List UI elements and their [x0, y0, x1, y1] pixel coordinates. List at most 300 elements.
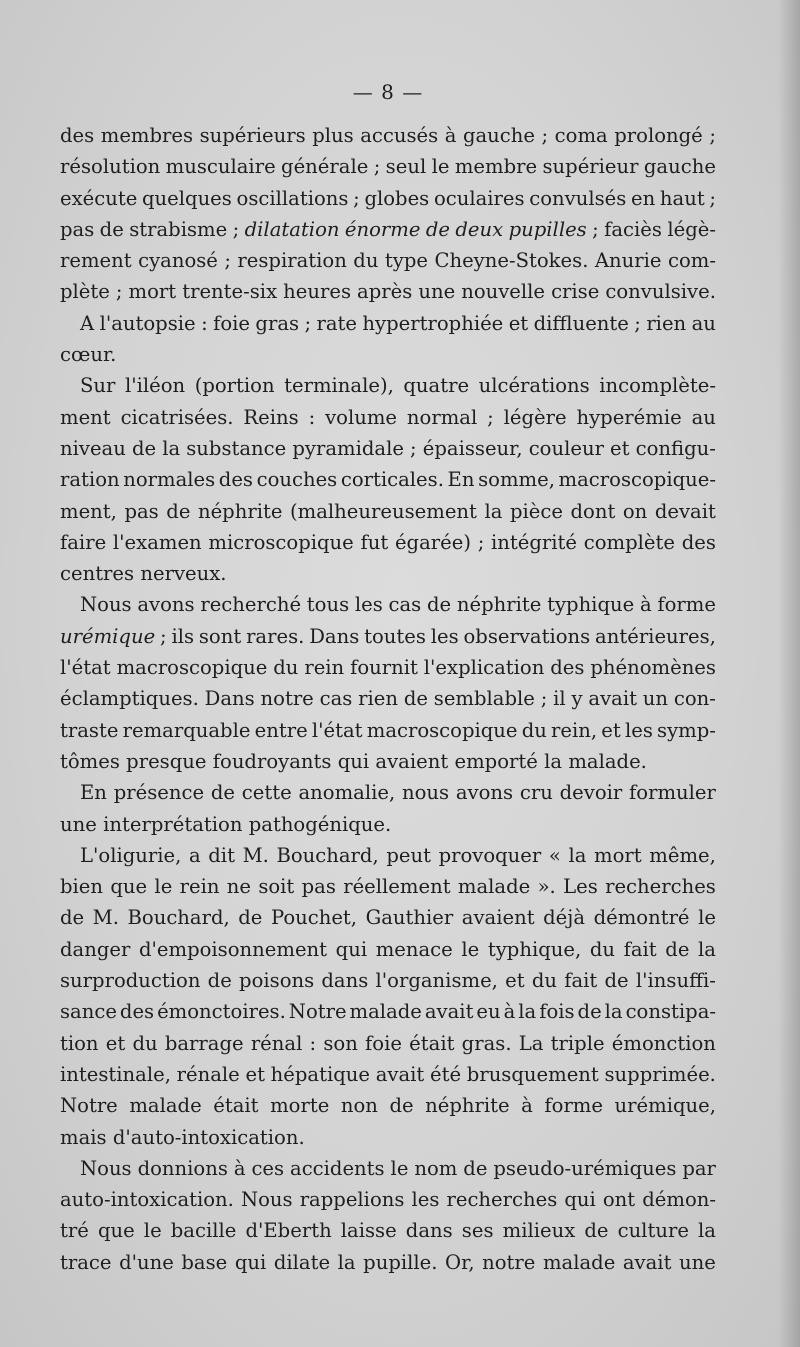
- word: devait: [654, 499, 716, 523]
- word: rein: [304, 656, 345, 680]
- word: ces: [251, 1156, 285, 1180]
- text-line: [60, 683, 716, 714]
- word: néphrite: [456, 593, 542, 617]
- word: ;: [115, 280, 123, 304]
- word: bacille: [170, 1219, 237, 1243]
- word: macroscopique: [116, 656, 268, 680]
- word: sont: [198, 624, 242, 648]
- text-line: [60, 1215, 716, 1246]
- word: pupille.: [363, 1250, 438, 1274]
- word: rénal: [250, 1031, 303, 1055]
- word: oculaires: [433, 186, 525, 210]
- word: forme: [544, 1094, 603, 1118]
- word: du: [132, 1031, 158, 1055]
- word: réellement: [343, 875, 451, 899]
- word: Anurie: [594, 249, 662, 273]
- word: d'une: [119, 1250, 174, 1274]
- word: trente-six: [182, 280, 278, 304]
- word: égarée): [394, 530, 471, 554]
- word: prolongé: [614, 124, 703, 147]
- word: membres: [100, 124, 194, 147]
- word: dilate: [273, 1250, 331, 1274]
- word: les: [624, 718, 653, 742]
- word: avaient: [461, 906, 535, 930]
- text-line: [60, 996, 716, 1027]
- word: centres: [60, 562, 135, 586]
- word: à: [503, 1000, 516, 1024]
- word: le: [698, 906, 716, 930]
- word: rénale: [176, 1062, 240, 1086]
- word: Or,: [445, 1250, 475, 1274]
- word: avait: [424, 1000, 474, 1024]
- word: cicatrisées.: [120, 405, 234, 429]
- word: ration: [60, 468, 120, 492]
- word: rien: [646, 311, 687, 335]
- text-line: [60, 934, 716, 965]
- word: et: [508, 311, 529, 335]
- word: pathogénique.: [248, 812, 392, 836]
- word: heures: [283, 280, 352, 304]
- word: résolution: [60, 155, 161, 179]
- word: faire: [60, 530, 107, 554]
- word: foie: [213, 311, 250, 335]
- word: Dans: [204, 687, 255, 711]
- word: microscopique: [208, 530, 354, 554]
- word: ;: [304, 311, 312, 335]
- text-line: [60, 433, 716, 464]
- word: démontré: [593, 906, 690, 930]
- word: l'autopsie: [99, 311, 196, 335]
- word: cas: [319, 687, 353, 711]
- word: semblable: [433, 687, 535, 711]
- word: d'auto-intoxication.: [112, 1125, 305, 1149]
- text-line: [60, 746, 716, 777]
- word: et: [105, 1031, 126, 1055]
- word: seul: [385, 155, 427, 179]
- word: de: [131, 436, 157, 460]
- word: des: [119, 1000, 155, 1024]
- word: entre: [254, 718, 308, 742]
- word: trace: [60, 1250, 112, 1274]
- word: les: [430, 624, 459, 648]
- word: symp-: [657, 718, 716, 742]
- word: présence: [113, 781, 205, 805]
- word: nerveux.: [140, 562, 227, 586]
- word: Dans: [309, 624, 360, 648]
- word: hyperémie: [576, 405, 682, 429]
- word: de: [577, 1000, 602, 1024]
- word: était: [213, 1094, 259, 1118]
- word: de: [238, 906, 263, 930]
- word: ses: [461, 1219, 494, 1243]
- word: ;: [160, 624, 167, 648]
- text-line: [60, 245, 716, 276]
- word: en: [631, 186, 656, 210]
- word: M.: [92, 906, 119, 930]
- word: ;: [410, 436, 417, 460]
- word: avait: [375, 1062, 425, 1086]
- word: respiration: [237, 249, 347, 273]
- word: auto-intoxication.: [60, 1188, 234, 1212]
- italic-word: de: [425, 217, 450, 241]
- text-line: [60, 589, 716, 620]
- word: d'empoisonnement: [138, 937, 328, 961]
- text-line: [60, 1059, 716, 1090]
- word: la: [337, 1250, 356, 1274]
- word: tous: [306, 593, 350, 617]
- word: la: [698, 1219, 716, 1243]
- word: le: [461, 937, 480, 961]
- word: pas: [301, 875, 336, 899]
- word: surproduction: [60, 969, 201, 993]
- word: dans: [405, 1219, 453, 1243]
- word: Notre: [60, 1094, 118, 1118]
- word: ;: [634, 311, 641, 335]
- word: peut: [386, 843, 431, 867]
- text-line: [60, 1184, 716, 1215]
- word: malade: [129, 1094, 202, 1118]
- word: recherché: [200, 593, 302, 617]
- word: la: [544, 749, 563, 773]
- word: néphrite: [425, 1094, 510, 1118]
- word: M.: [242, 843, 269, 867]
- text-line: [60, 308, 716, 339]
- word: néphrite: [197, 499, 283, 523]
- word: l'explication: [423, 656, 545, 680]
- word: épaisseur,: [422, 436, 523, 460]
- word: macroscopique-: [558, 468, 716, 492]
- word: de: [207, 969, 232, 993]
- word: mais: [60, 1125, 107, 1149]
- word: était: [409, 1031, 455, 1055]
- word: une: [679, 1250, 716, 1274]
- word: accusés: [360, 124, 439, 147]
- word: nouvelle: [461, 280, 546, 304]
- word: ;: [709, 124, 716, 147]
- word: et: [245, 1062, 265, 1086]
- word: à: [233, 1156, 246, 1180]
- word: ;: [353, 186, 360, 210]
- text-line: [60, 1122, 716, 1153]
- word: éclamptiques.: [60, 687, 199, 711]
- word: observations: [463, 624, 591, 648]
- text-line: [60, 496, 716, 527]
- word: l'état: [311, 718, 363, 742]
- word: gras: [255, 311, 300, 335]
- word: exécute: [60, 186, 138, 210]
- word: danger: [60, 937, 131, 961]
- text-line: [60, 183, 716, 214]
- word: fut: [360, 530, 389, 554]
- word: Gauthier: [365, 906, 454, 930]
- word: dit: [208, 843, 235, 867]
- text-line: [60, 652, 716, 683]
- word: diffluente: [533, 311, 629, 335]
- word: que: [110, 875, 148, 899]
- word: intégrité: [491, 530, 578, 554]
- text-line: [60, 1028, 716, 1059]
- word: malade: [457, 875, 531, 899]
- word: il: [553, 687, 566, 711]
- word: légère: [503, 405, 567, 429]
- word: rate: [316, 311, 358, 335]
- word: avait: [622, 1250, 672, 1274]
- word: de: [665, 937, 690, 961]
- word: substance: [186, 436, 287, 460]
- word: (portion: [194, 374, 275, 398]
- word: poisons: [239, 969, 315, 993]
- word: terminale),: [284, 374, 394, 398]
- word: Nous: [80, 593, 132, 617]
- word: avons: [137, 593, 195, 617]
- word: malade.: [568, 749, 647, 773]
- word: supprimée.: [604, 1062, 716, 1086]
- word: de: [584, 1219, 609, 1243]
- word: configu-: [635, 436, 716, 460]
- word: dont: [570, 499, 616, 523]
- word: que: [97, 1219, 135, 1243]
- text-line: [60, 120, 716, 151]
- word: rein: [179, 875, 220, 899]
- word: fois: [539, 1000, 575, 1024]
- word: recherches: [605, 875, 716, 899]
- word: du: [273, 656, 299, 680]
- word: notre: [260, 687, 314, 711]
- word: faciès: [604, 217, 662, 241]
- text-line: [60, 527, 716, 558]
- word: crise: [551, 280, 600, 304]
- word: ;: [487, 405, 494, 429]
- word: supérieur: [542, 155, 639, 179]
- word: malade: [542, 1250, 616, 1274]
- word: pas: [60, 217, 95, 241]
- word: l'examen: [112, 530, 202, 554]
- word: l'insuffi-: [635, 969, 716, 993]
- word: rares.: [246, 624, 305, 648]
- word: haut: [659, 186, 705, 210]
- word: convulsés: [529, 186, 627, 210]
- word: Nous: [80, 1156, 132, 1180]
- word: typhique: [547, 593, 635, 617]
- text-line: [60, 965, 716, 996]
- word: émonctoires.: [157, 1000, 286, 1024]
- word: des: [550, 656, 585, 680]
- word: bien: [60, 875, 104, 899]
- word: d'Eberth: [245, 1219, 332, 1243]
- word: de: [210, 781, 235, 805]
- word: de: [604, 969, 629, 993]
- word: provoquer: [438, 843, 542, 867]
- word: «: [548, 843, 561, 867]
- word: fait: [564, 969, 598, 993]
- word: avaient: [375, 749, 449, 773]
- text-line: [60, 370, 716, 401]
- word: coma: [554, 124, 608, 147]
- word: Cheyne-Stokes.: [434, 249, 589, 273]
- word: nous: [401, 781, 450, 805]
- text-line: [60, 1153, 716, 1184]
- word: ulcérations: [478, 374, 590, 398]
- word: l'état: [60, 656, 111, 680]
- word: couches: [256, 468, 338, 492]
- text-line: [60, 1247, 716, 1278]
- page-spine-shadow: [778, 0, 800, 1347]
- word: qui: [564, 1188, 596, 1212]
- word: brusquement: [466, 1062, 599, 1086]
- word: la: [162, 436, 181, 460]
- word: ;: [541, 124, 549, 147]
- word: A: [80, 311, 95, 335]
- word: à: [521, 1094, 533, 1118]
- word: pseudo-urémiques: [493, 1156, 677, 1180]
- word: recherches: [446, 1188, 558, 1212]
- word: nom: [414, 1156, 458, 1180]
- word: con-: [673, 687, 716, 711]
- word: forme: [657, 593, 716, 617]
- word: soit: [258, 875, 295, 899]
- word: au: [691, 405, 716, 429]
- word: même,: [649, 843, 716, 867]
- word: une: [418, 280, 456, 304]
- word: tômes: [60, 749, 120, 773]
- word: supérieurs: [199, 124, 306, 147]
- word: des: [681, 530, 716, 554]
- word: ;: [592, 217, 599, 241]
- word: du: [531, 969, 557, 993]
- word: cas: [388, 593, 422, 617]
- word: base: [181, 1250, 228, 1274]
- word: eu: [476, 1000, 501, 1024]
- word: accidents: [290, 1156, 385, 1180]
- italic-word: pupilles: [508, 217, 587, 241]
- word: volume: [325, 405, 398, 429]
- text-line: [60, 276, 716, 307]
- word: strabisme: [129, 217, 228, 241]
- word: légè-: [667, 217, 716, 241]
- word: emporté: [454, 749, 538, 773]
- word: y: [571, 687, 583, 711]
- text-line: [60, 715, 716, 746]
- word: qui: [337, 749, 370, 773]
- word: la: [604, 1000, 623, 1024]
- text-line: [60, 151, 716, 182]
- text-line: [60, 840, 716, 871]
- word: ont: [602, 1188, 636, 1212]
- word: triple: [550, 1031, 605, 1055]
- word: presque: [126, 749, 207, 773]
- word: pas: [124, 499, 159, 523]
- word: constipa-: [625, 1000, 716, 1024]
- word: traste: [60, 718, 119, 742]
- word: menace: [375, 937, 453, 961]
- word: formuler: [629, 781, 716, 805]
- word: oscillations: [236, 186, 349, 210]
- word: com-: [667, 249, 716, 273]
- word: ;: [709, 186, 716, 210]
- word: ;: [477, 530, 485, 554]
- word: on: [622, 499, 648, 523]
- word: dans: [321, 969, 369, 993]
- text-line: [60, 621, 716, 652]
- word: et: [505, 969, 525, 993]
- word: Bouchard,: [276, 843, 379, 867]
- word: son: [323, 1031, 358, 1055]
- word: foudroyants: [212, 749, 332, 773]
- word: non: [340, 1094, 378, 1118]
- word: le: [143, 1219, 162, 1243]
- word: un: [642, 687, 669, 711]
- word: fournit: [350, 656, 418, 680]
- word: (malheureusement: [290, 499, 477, 523]
- word: le: [390, 1156, 409, 1180]
- word: morte: [270, 1094, 330, 1118]
- word: l'iléon: [124, 374, 186, 398]
- word: la: [698, 937, 716, 961]
- word: Les: [563, 875, 598, 899]
- word: :: [308, 405, 316, 429]
- word: après: [357, 280, 413, 304]
- text-line: [60, 809, 716, 840]
- word: ment: [60, 405, 111, 429]
- text-line: [60, 1090, 716, 1121]
- text-line: [60, 402, 716, 433]
- word: milieux: [502, 1219, 576, 1243]
- text-line: [60, 777, 716, 808]
- word: phénomènes: [590, 656, 716, 680]
- word: qui: [234, 1250, 267, 1274]
- word: plète: [60, 280, 110, 304]
- word: rein,: [551, 718, 598, 742]
- word: incomplète-: [599, 374, 716, 398]
- word: gauche: [462, 124, 535, 147]
- word: remarquable: [122, 718, 251, 742]
- word: cru: [519, 781, 553, 805]
- word: de: [166, 499, 191, 523]
- word: ;: [540, 687, 548, 711]
- word: En: [80, 781, 107, 805]
- italic-word: urémique: [60, 624, 156, 648]
- word: mort: [128, 280, 177, 304]
- word: devoir: [559, 781, 623, 805]
- word: rement: [60, 249, 132, 273]
- word: Sur: [80, 374, 116, 398]
- word: toutes: [364, 624, 426, 648]
- word: déjà: [543, 906, 586, 930]
- word: les: [411, 1188, 440, 1212]
- word: pyramidale: [292, 436, 404, 460]
- word: du: [589, 937, 615, 961]
- word: notre: [482, 1250, 536, 1274]
- word: :: [201, 311, 208, 335]
- word: émonction: [611, 1031, 716, 1055]
- word: cette: [241, 781, 292, 805]
- word: avait: [588, 687, 637, 711]
- text-line: [60, 902, 716, 933]
- word: l'organisme,: [375, 969, 498, 993]
- word: à: [444, 124, 457, 147]
- word: cyanosé: [138, 249, 218, 273]
- word: et: [601, 718, 621, 742]
- word: musculaire: [165, 155, 276, 179]
- word: de: [426, 593, 452, 617]
- word: quatre: [403, 374, 470, 398]
- word: macroscopique: [366, 718, 518, 742]
- word: ment,: [60, 499, 117, 523]
- text-line: [60, 871, 716, 902]
- word: gras.: [461, 1031, 512, 1055]
- word: cœur.: [60, 343, 117, 367]
- word: été: [430, 1062, 462, 1086]
